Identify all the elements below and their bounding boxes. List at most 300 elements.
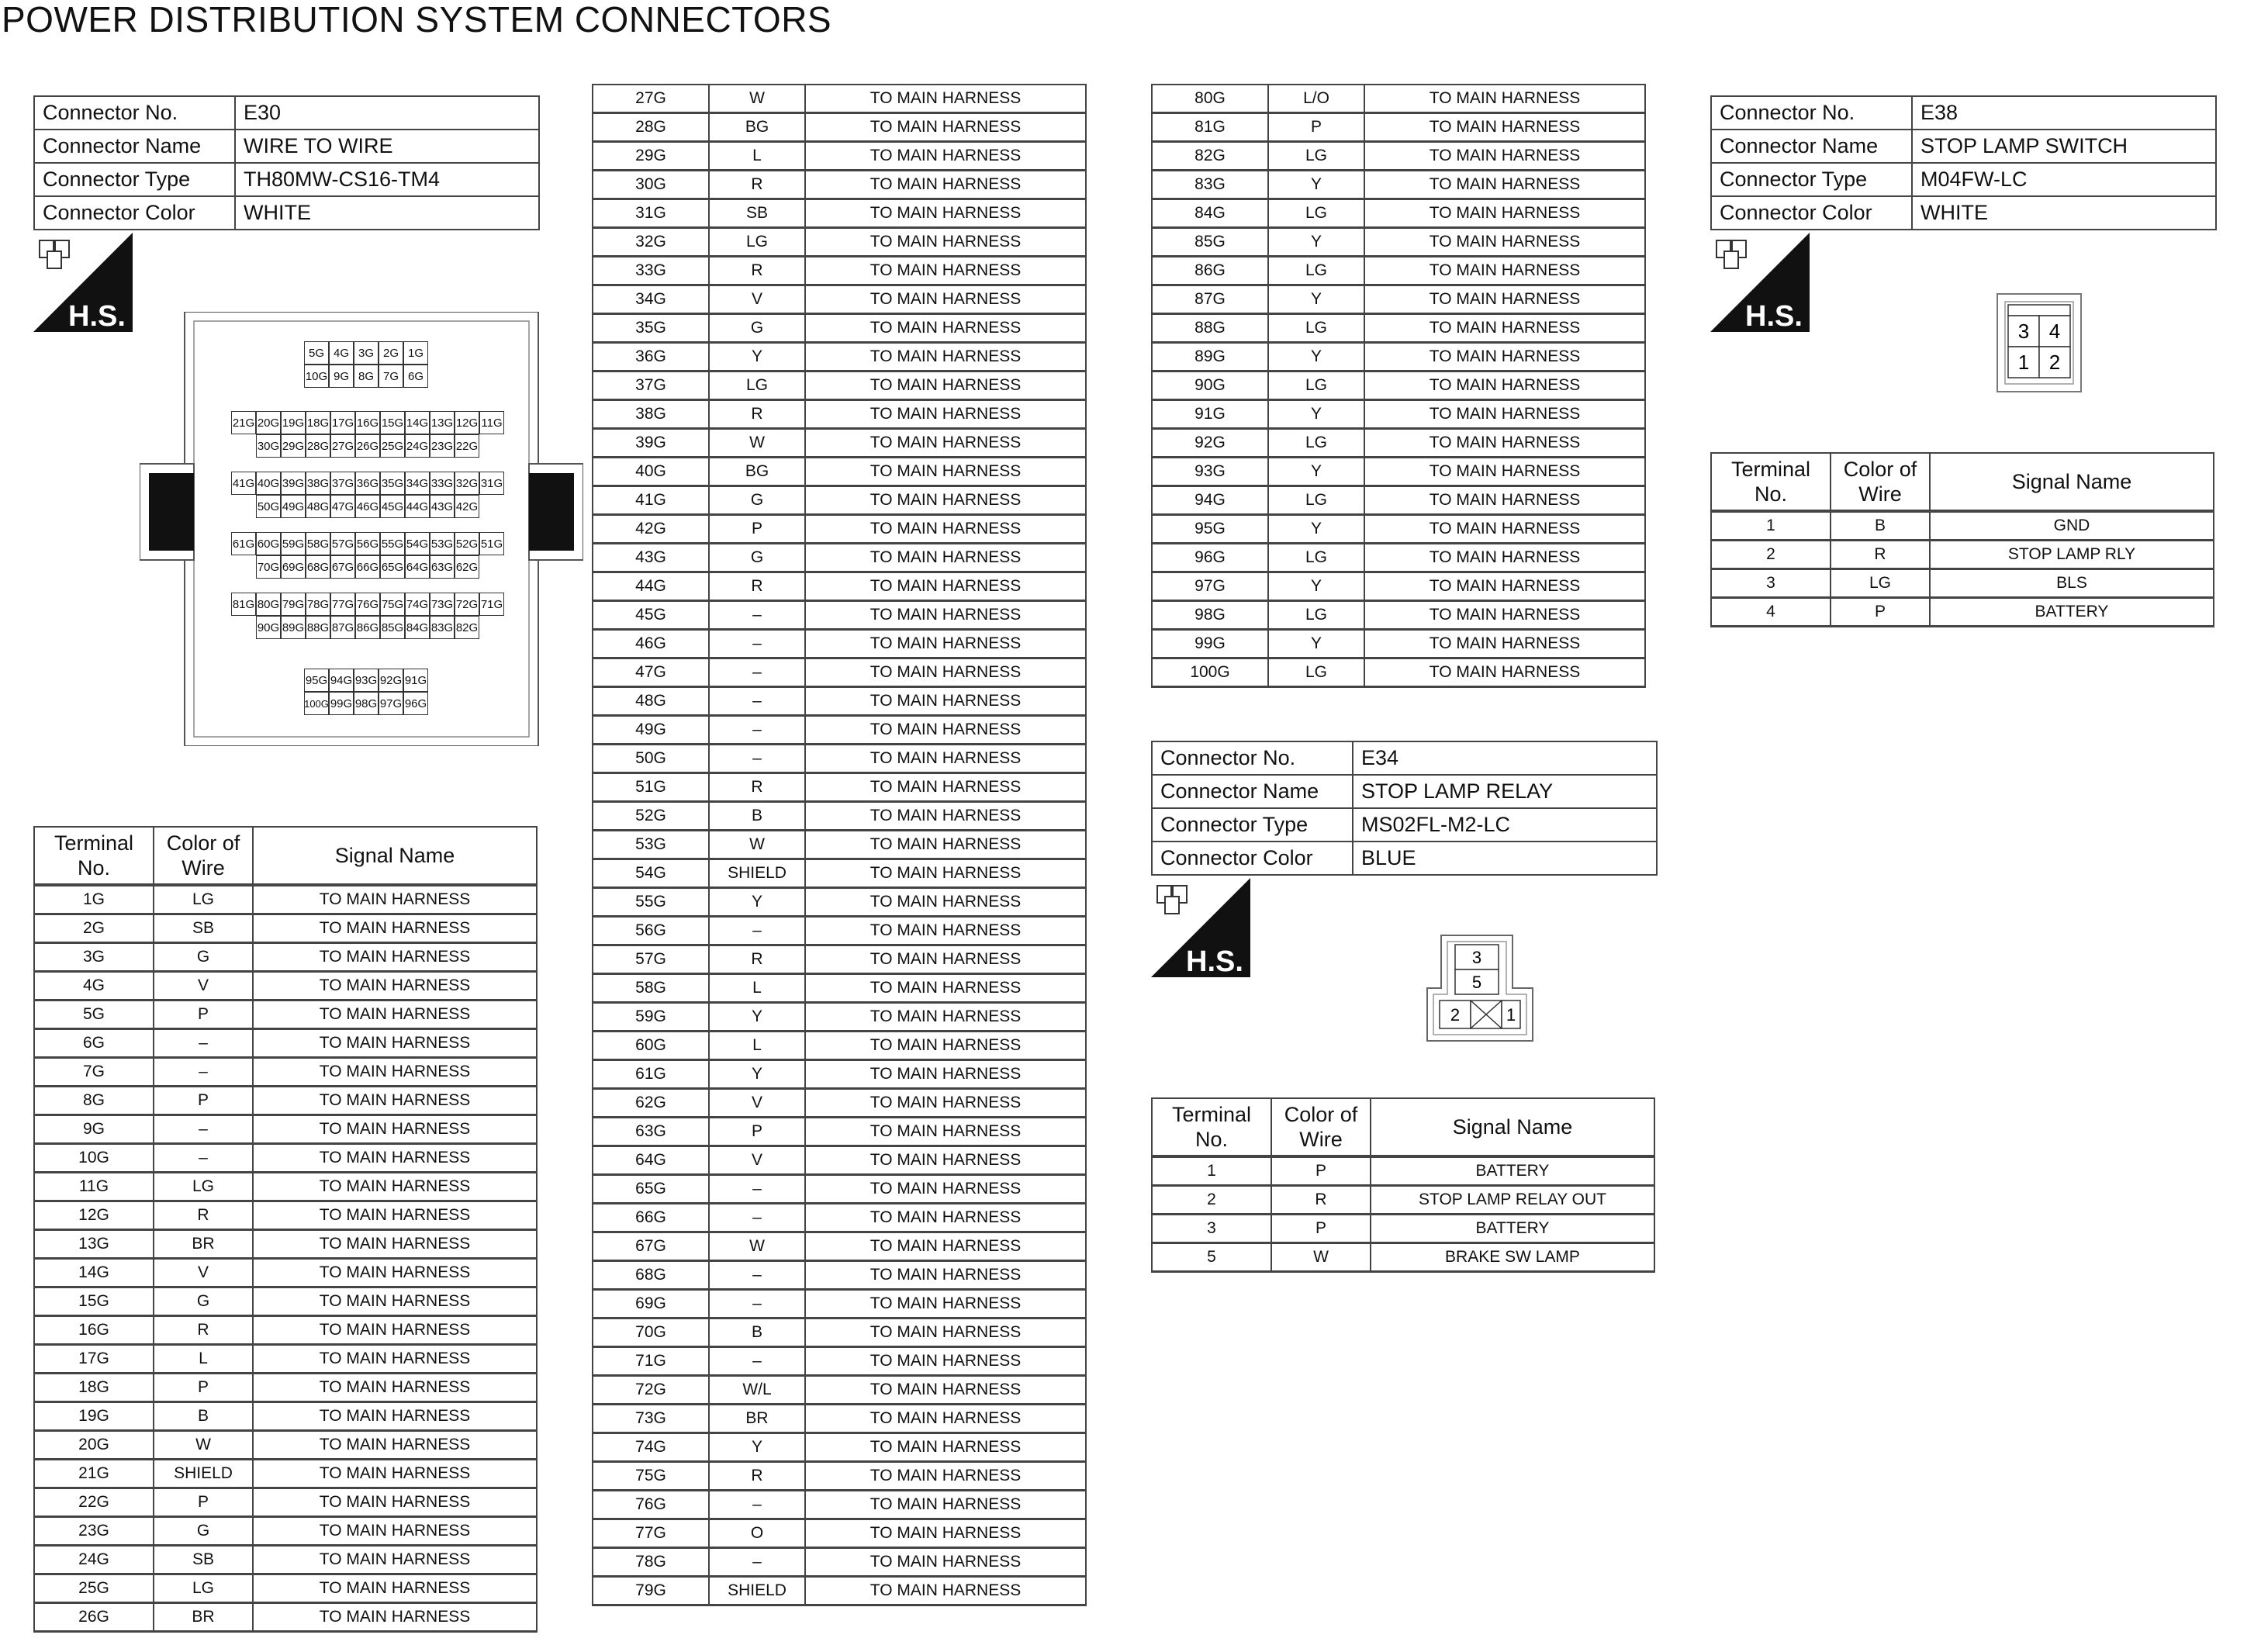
table-row	[593, 1146, 1086, 1175]
signal-name: TO MAIN HARNESS	[805, 1462, 1086, 1491]
connector-name: WIRE TO WIRE	[235, 130, 539, 163]
signal-name: TO MAIN HARNESS	[253, 1115, 537, 1144]
signal-name: TO MAIN HARNESS	[805, 1060, 1086, 1089]
signal-name: BRAKE SW LAMP	[1371, 1243, 1654, 1272]
signal-name: TO MAIN HARNESS	[1364, 458, 1645, 486]
terminal-no: 87G	[1152, 285, 1268, 314]
signal-name: TO MAIN HARNESS	[805, 1376, 1086, 1405]
table-row	[1152, 1215, 1654, 1243]
e34-pin-label: 5	[1471, 973, 1482, 992]
e30-pin-cell: 89G	[281, 616, 306, 639]
terminal-no: 38G	[593, 400, 709, 429]
terminal-no: 16G	[34, 1316, 154, 1345]
table-row	[593, 544, 1086, 572]
table-row	[593, 515, 1086, 544]
signal-name: TO MAIN HARNESS	[805, 859, 1086, 888]
e30-pin-cell: 98G	[354, 692, 379, 715]
e30-pin-cell: 6G	[403, 365, 428, 388]
terminal-no: 23G	[34, 1517, 154, 1546]
table-row	[1152, 458, 1645, 486]
terminal-no: 92G	[1152, 429, 1268, 458]
table-row	[593, 1376, 1086, 1405]
table-row	[1152, 285, 1645, 314]
hs-badge-icon	[1710, 233, 1810, 332]
wire-color: –	[709, 658, 805, 687]
wire-color: G	[154, 943, 253, 972]
signal-name: TO MAIN HARNESS	[253, 1230, 537, 1259]
wire-color: Y	[1268, 171, 1364, 199]
wire-color: R	[709, 400, 805, 429]
e34-pin-label: 1	[1506, 1005, 1516, 1025]
e34-terminal-table	[1151, 1097, 1655, 1273]
table-row	[593, 1232, 1086, 1261]
e30-pin-cell: 80G	[256, 593, 281, 616]
terminal-no: 27G	[593, 85, 709, 113]
wire-color: Y	[1268, 343, 1364, 372]
e30-pin-cell: 46G	[355, 495, 380, 518]
table-row	[593, 257, 1086, 285]
terminal-no: 12G	[34, 1201, 154, 1230]
wire-color: B	[154, 1402, 253, 1431]
wire-color: LG	[709, 372, 805, 400]
signal-name: TO MAIN HARNESS	[1364, 257, 1645, 285]
e30-pin-cell: 55G	[380, 532, 405, 555]
table-row	[1711, 541, 2214, 569]
e34-pin-label: 3	[1471, 948, 1482, 967]
e30-pin-cell: 22G	[455, 434, 479, 458]
wire-color: V	[154, 1259, 253, 1287]
table-row	[34, 1603, 537, 1632]
table-row	[34, 1431, 537, 1460]
wire-color: W	[709, 85, 805, 113]
terminal-no: 13G	[34, 1230, 154, 1259]
terminal-no: 42G	[593, 515, 709, 544]
signal-name: TO MAIN HARNESS	[253, 1001, 537, 1029]
wire-color: P	[154, 1374, 253, 1402]
signal-name: TO MAIN HARNESS	[805, 1204, 1086, 1232]
wire-color: B	[1831, 511, 1930, 541]
signal-name: TO MAIN HARNESS	[253, 1259, 537, 1287]
wire-color: W	[709, 429, 805, 458]
e30-pin-cell: 77G	[330, 593, 355, 616]
terminal-no: 90G	[1152, 372, 1268, 400]
table-row	[593, 1548, 1086, 1577]
signal-name: TO MAIN HARNESS	[805, 113, 1086, 142]
signal-name: TO MAIN HARNESS	[253, 1345, 537, 1374]
info-label: Connector Type	[1711, 163, 1912, 196]
table-row	[593, 601, 1086, 630]
wire-color: Y	[1268, 572, 1364, 601]
wire-color: –	[154, 1029, 253, 1058]
signal-name: TO MAIN HARNESS	[1364, 658, 1645, 687]
e30-pin-cell: 53G	[430, 532, 455, 555]
terminal-no: 21G	[34, 1460, 154, 1488]
wire-color: SHIELD	[154, 1460, 253, 1488]
wire-color: L/O	[1268, 85, 1364, 113]
signal-name: TO MAIN HARNESS	[805, 1491, 1086, 1519]
table-row	[1152, 630, 1645, 658]
signal-name: TO MAIN HARNESS	[253, 1402, 537, 1431]
e30-pin-cell: 10G	[304, 365, 329, 388]
signal-name: STOP LAMP RLY	[1930, 541, 2214, 569]
terminal-no: 95G	[1152, 515, 1268, 544]
signal-name: TO MAIN HARNESS	[805, 1032, 1086, 1060]
e30-pin-cell: 79G	[281, 593, 306, 616]
terminal-no: 41G	[593, 486, 709, 515]
e30-pin-cell: 49G	[281, 495, 306, 518]
e30-pin-cell: 18G	[306, 411, 330, 434]
table-row	[34, 885, 537, 914]
wire-color: W	[154, 1431, 253, 1460]
connector-no: E30	[235, 96, 539, 130]
table-row	[34, 1259, 537, 1287]
table-row	[34, 1460, 537, 1488]
terminal-no: 9G	[34, 1115, 154, 1144]
signal-name: TO MAIN HARNESS	[1364, 113, 1645, 142]
wire-color: P	[1271, 1215, 1371, 1243]
wire-color: BG	[709, 113, 805, 142]
terminal-header: Terminal No.	[1152, 1098, 1271, 1156]
signal-name: TO MAIN HARNESS	[253, 972, 537, 1001]
e30-pin-cell: 72G	[455, 593, 479, 616]
wire-color: Y	[709, 1433, 805, 1462]
terminal-no: 69G	[593, 1290, 709, 1318]
wire-color: W	[709, 831, 805, 859]
wire-color: –	[709, 716, 805, 745]
table-row	[593, 400, 1086, 429]
signal-name: TO MAIN HARNESS	[805, 601, 1086, 630]
signal-name: TO MAIN HARNESS	[805, 773, 1086, 802]
terminal-no: 71G	[593, 1347, 709, 1376]
signal-name: TO MAIN HARNESS	[1364, 85, 1645, 113]
terminal-no: 58G	[593, 974, 709, 1003]
e30-pin-cell: 11G	[479, 411, 504, 434]
terminal-no: 2G	[34, 914, 154, 943]
e30-pin-cell: 59G	[281, 532, 306, 555]
wire-color: SHIELD	[709, 859, 805, 888]
table-row	[34, 1517, 537, 1546]
wire-color: –	[709, 1261, 805, 1290]
color-header: Color of Wire	[1831, 453, 1930, 511]
terminal-no: 7G	[34, 1058, 154, 1087]
table-row	[593, 199, 1086, 228]
terminal-no: 67G	[593, 1232, 709, 1261]
wire-color: G	[709, 314, 805, 343]
signal-name: TO MAIN HARNESS	[805, 1118, 1086, 1146]
terminal-no: 11G	[34, 1173, 154, 1201]
wire-color: Y	[709, 888, 805, 917]
e30-pin-cell: 16G	[355, 411, 380, 434]
terminal-no: 86G	[1152, 257, 1268, 285]
table-row	[1152, 171, 1645, 199]
terminal-no: 82G	[1152, 142, 1268, 171]
table-row	[1152, 343, 1645, 372]
signal-name: TO MAIN HARNESS	[253, 1374, 537, 1402]
wire-color: –	[154, 1144, 253, 1173]
terminal-no: 91G	[1152, 400, 1268, 429]
connector-color: WHITE	[1912, 196, 2216, 230]
signal-name: TO MAIN HARNESS	[253, 1287, 537, 1316]
table-row	[593, 1491, 1086, 1519]
signal-name: TO MAIN HARNESS	[805, 917, 1086, 945]
terminal-no: 96G	[1152, 544, 1268, 572]
table-row	[1152, 1243, 1654, 1272]
terminal-no: 1G	[34, 885, 154, 914]
signal-name: TO MAIN HARNESS	[805, 1089, 1086, 1118]
signal-name: TO MAIN HARNESS	[1364, 601, 1645, 630]
signal-name: TO MAIN HARNESS	[805, 1405, 1086, 1433]
e30-pin-cell: 39G	[281, 472, 306, 495]
terminal-no: 89G	[1152, 343, 1268, 372]
wire-color: R	[709, 257, 805, 285]
e30-terminal-table-1	[33, 826, 538, 1633]
table-row	[1711, 569, 2214, 598]
e30-pin-cell: 32G	[455, 472, 479, 495]
wire-color: –	[709, 630, 805, 658]
terminal-no: 53G	[593, 831, 709, 859]
terminal-no: 40G	[593, 458, 709, 486]
connector-type: MS02FL-M2-LC	[1353, 808, 1657, 842]
signal-name: TO MAIN HARNESS	[805, 142, 1086, 171]
signal-header: Signal Name	[253, 827, 537, 885]
signal-name: TO MAIN HARNESS	[805, 802, 1086, 831]
e30-pin-cell: 85G	[380, 616, 405, 639]
e34-connector-face	[1426, 934, 1534, 1042]
signal-name: BLS	[1930, 569, 2214, 598]
signal-name: TO MAIN HARNESS	[805, 1548, 1086, 1577]
e30-pin-cell: 69G	[281, 555, 306, 579]
signal-name: TO MAIN HARNESS	[1364, 544, 1645, 572]
table-row	[34, 1345, 537, 1374]
terminal-no: 6G	[34, 1029, 154, 1058]
terminal-no: 65G	[593, 1175, 709, 1204]
e30-pin-cell: 13G	[430, 411, 455, 434]
wire-color: R	[709, 1462, 805, 1491]
terminal-no: 77G	[593, 1519, 709, 1548]
terminal-no: 29G	[593, 142, 709, 171]
terminal-no: 76G	[593, 1491, 709, 1519]
signal-name: TO MAIN HARNESS	[805, 831, 1086, 859]
wire-color: G	[154, 1517, 253, 1546]
wire-color: R	[1831, 541, 1930, 569]
info-label: Connector Type	[34, 163, 235, 196]
terminal-no: 5	[1152, 1243, 1271, 1272]
e30-terminal-table-2	[592, 84, 1087, 1606]
wire-color: BR	[154, 1230, 253, 1259]
e30-pin-cell: 24G	[405, 434, 430, 458]
terminal-no: 18G	[34, 1374, 154, 1402]
terminal-no: 70G	[593, 1318, 709, 1347]
info-label: Connector Name	[1152, 775, 1353, 808]
table-row	[593, 372, 1086, 400]
wire-color: P	[154, 1488, 253, 1517]
wire-color: L	[709, 142, 805, 171]
terminal-no: 54G	[593, 859, 709, 888]
wire-color: –	[709, 1548, 805, 1577]
wire-color: B	[709, 1318, 805, 1347]
terminal-no: 35G	[593, 314, 709, 343]
terminal-no: 81G	[1152, 113, 1268, 142]
e30-connector-face	[140, 312, 583, 746]
e30-pin-cell: 27G	[330, 434, 355, 458]
signal-name: TO MAIN HARNESS	[805, 1261, 1086, 1290]
e30-pin-cell: 12G	[455, 411, 479, 434]
info-label: Connector No.	[1152, 741, 1353, 775]
signal-name: TO MAIN HARNESS	[1364, 486, 1645, 515]
signal-name: TO MAIN HARNESS	[805, 687, 1086, 716]
wire-color: –	[154, 1115, 253, 1144]
wire-color: P	[709, 1118, 805, 1146]
wire-color: Y	[1268, 285, 1364, 314]
terminal-no: 2	[1152, 1186, 1271, 1215]
terminal-no: 2	[1711, 541, 1831, 569]
info-label: Connector No.	[1711, 96, 1912, 130]
signal-name: TO MAIN HARNESS	[253, 1087, 537, 1115]
terminal-no: 3	[1152, 1215, 1271, 1243]
table-row	[34, 1001, 537, 1029]
table-row	[1152, 601, 1645, 630]
hs-label: H.S.	[1186, 945, 1243, 977]
wire-color: Y	[1268, 515, 1364, 544]
wire-color: –	[709, 1347, 805, 1376]
terminal-no: 56G	[593, 917, 709, 945]
terminal-header: Terminal No.	[34, 827, 154, 885]
e30-pin-cell: 87G	[330, 616, 355, 639]
e30-pin-cell: 34G	[405, 472, 430, 495]
signal-name: TO MAIN HARNESS	[805, 1347, 1086, 1376]
wire-color: P	[1268, 113, 1364, 142]
wire-color: SB	[154, 1546, 253, 1574]
e30-pin-cell: 1G	[403, 341, 428, 365]
table-row	[593, 974, 1086, 1003]
e30-pin-cell: 64G	[405, 555, 430, 579]
terminal-no: 8G	[34, 1087, 154, 1115]
e38-pin-label: 4	[2048, 320, 2061, 343]
e30-pin-cell: 50G	[256, 495, 281, 518]
e34-info-table	[1151, 741, 1658, 876]
signal-name: TO MAIN HARNESS	[1364, 199, 1645, 228]
hs-badge-icon	[1151, 878, 1250, 977]
table-row	[34, 1574, 537, 1603]
signal-name: TO MAIN HARNESS	[805, 1146, 1086, 1175]
table-row	[34, 972, 537, 1001]
terminal-no: 28G	[593, 113, 709, 142]
e30-pin-cell: 96G	[403, 692, 428, 715]
signal-name: TO MAIN HARNESS	[805, 572, 1086, 601]
signal-name: BATTERY	[1371, 1215, 1654, 1243]
signal-name: TO MAIN HARNESS	[253, 1488, 537, 1517]
e30-pin-cell: 17G	[330, 411, 355, 434]
wire-color: B	[709, 802, 805, 831]
table-row	[1152, 257, 1645, 285]
terminal-no: 45G	[593, 601, 709, 630]
e38-pin-label: 2	[2048, 351, 2061, 374]
terminal-no: 79G	[593, 1577, 709, 1605]
terminal-no: 72G	[593, 1376, 709, 1405]
table-row	[593, 917, 1086, 945]
wire-color: LG	[1268, 658, 1364, 687]
table-row	[34, 1201, 537, 1230]
wire-color: W	[1271, 1243, 1371, 1272]
wire-color: V	[709, 1089, 805, 1118]
e30-pin-cell: 41G	[231, 472, 256, 495]
e30-pin-cell: 81G	[231, 593, 256, 616]
terminal-no: 3	[1711, 569, 1831, 598]
signal-name: TO MAIN HARNESS	[805, 888, 1086, 917]
table-row	[593, 1347, 1086, 1376]
wire-color: LG	[1268, 372, 1364, 400]
wire-color: –	[709, 1491, 805, 1519]
e30-pin-cell: 21G	[231, 411, 256, 434]
terminal-no: 62G	[593, 1089, 709, 1118]
signal-name: TO MAIN HARNESS	[1364, 400, 1645, 429]
signal-name: TO MAIN HARNESS	[805, 400, 1086, 429]
e30-pin-cell: 67G	[330, 555, 355, 579]
terminal-no: 68G	[593, 1261, 709, 1290]
signal-name: TO MAIN HARNESS	[253, 1058, 537, 1087]
e30-pin-cell: 44G	[405, 495, 430, 518]
e30-pin-cell: 26G	[355, 434, 380, 458]
e30-pin-cell: 86G	[355, 616, 380, 639]
wire-color: LG	[1268, 544, 1364, 572]
terminal-no: 17G	[34, 1345, 154, 1374]
table-row	[593, 1433, 1086, 1462]
wire-color: L	[709, 974, 805, 1003]
wire-color: G	[709, 544, 805, 572]
table-row	[593, 1089, 1086, 1118]
table-row	[34, 1173, 537, 1201]
terminal-no: 24G	[34, 1546, 154, 1574]
table-row	[1152, 199, 1645, 228]
signal-name: TO MAIN HARNESS	[253, 914, 537, 943]
e30-info-table	[33, 95, 540, 230]
terminal-no: 26G	[34, 1603, 154, 1632]
table-row	[1152, 572, 1645, 601]
wire-color: LG	[1268, 142, 1364, 171]
wire-color: LG	[154, 1574, 253, 1603]
terminal-no: 37G	[593, 372, 709, 400]
wire-color: Y	[709, 1003, 805, 1032]
terminal-no: 31G	[593, 199, 709, 228]
e30-pin-cell: 43G	[430, 495, 455, 518]
wire-color: –	[154, 1058, 253, 1087]
terminal-no: 75G	[593, 1462, 709, 1491]
e30-pin-cell: 95G	[304, 669, 329, 692]
table-row	[593, 1032, 1086, 1060]
terminal-no: 52G	[593, 802, 709, 831]
terminal-no: 47G	[593, 658, 709, 687]
e30-pin-cell: 37G	[330, 472, 355, 495]
table-row	[593, 285, 1086, 314]
e30-pin-cell: 42G	[455, 495, 479, 518]
e30-pin-cell: 36G	[355, 472, 380, 495]
wire-color: R	[1271, 1186, 1371, 1215]
e30-pin-cell: 76G	[355, 593, 380, 616]
terminal-no: 85G	[1152, 228, 1268, 257]
e30-pin-cell: 48G	[306, 495, 330, 518]
signal-name: TO MAIN HARNESS	[1364, 572, 1645, 601]
wire-color: LG	[1268, 199, 1364, 228]
terminal-no: 48G	[593, 687, 709, 716]
signal-name: TO MAIN HARNESS	[253, 1144, 537, 1173]
e38-info-table	[1710, 95, 2217, 230]
e30-pin-cell: 88G	[306, 616, 330, 639]
table-row	[34, 1546, 537, 1574]
signal-name: TO MAIN HARNESS	[253, 1517, 537, 1546]
e30-pin-cell: 60G	[256, 532, 281, 555]
signal-header: Signal Name	[1930, 453, 2214, 511]
table-row	[34, 1144, 537, 1173]
